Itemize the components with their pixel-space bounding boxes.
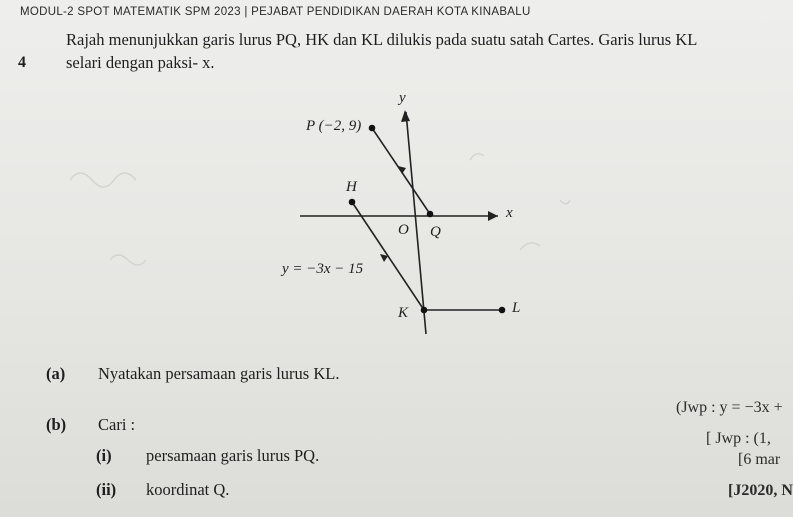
question-number: 4 <box>18 54 26 71</box>
label-o: O <box>398 222 409 238</box>
x-axis-arrow <box>488 211 498 221</box>
label-h: H <box>346 179 357 195</box>
point-p <box>369 125 376 132</box>
question-line-1: Rajah menunjukkan garis lurus PQ, HK dan KL dilukis pada suatu satah Cartes. Garis lurus KL <box>66 30 698 49</box>
answer-jwp-b-ii: [ Jwp : (1, <box>706 430 771 447</box>
question-line-2: selari dengan paksi- x. <box>66 53 215 72</box>
y-axis-arrow <box>401 110 410 122</box>
source-note: [J2020, N <box>728 482 793 499</box>
label-p: P (−2, 9) <box>306 118 362 134</box>
label-l: L <box>512 300 521 316</box>
part-a-text: Nyatakan persamaan garis lurus KL. <box>98 364 340 383</box>
point-l <box>499 307 506 314</box>
point-q <box>427 211 434 218</box>
label-equation-hk: y = −3x − 15 <box>282 261 364 277</box>
part-b-ii-label: (ii) <box>96 480 117 499</box>
line-pq-arrow <box>398 166 406 174</box>
part-b-i-label: (i) <box>96 446 112 465</box>
part-b-text: Cari : <box>98 415 136 434</box>
label-x: x <box>506 205 513 221</box>
part-b-i-text: persamaan garis lurus PQ. <box>146 446 320 465</box>
point-k <box>421 307 428 314</box>
label-y: y <box>399 90 406 106</box>
module-header: MODUL-2 SPOT MATEMATIK SPM 2023 | PEJABAT PENDIDIKAN DAERAH KOTA KINABALU <box>20 6 531 18</box>
marks-note: [6 mar <box>738 451 781 468</box>
point-h <box>349 199 356 206</box>
answer-jwp-a: (Jwp : y = −3x + <box>676 399 783 416</box>
label-k: K <box>398 305 409 321</box>
label-q: Q <box>430 224 441 240</box>
part-b-ii-text: koordinat Q. <box>146 480 230 499</box>
part-a-label: (a) <box>46 364 66 383</box>
y-axis <box>406 112 426 334</box>
part-b-label: (b) <box>46 415 67 434</box>
